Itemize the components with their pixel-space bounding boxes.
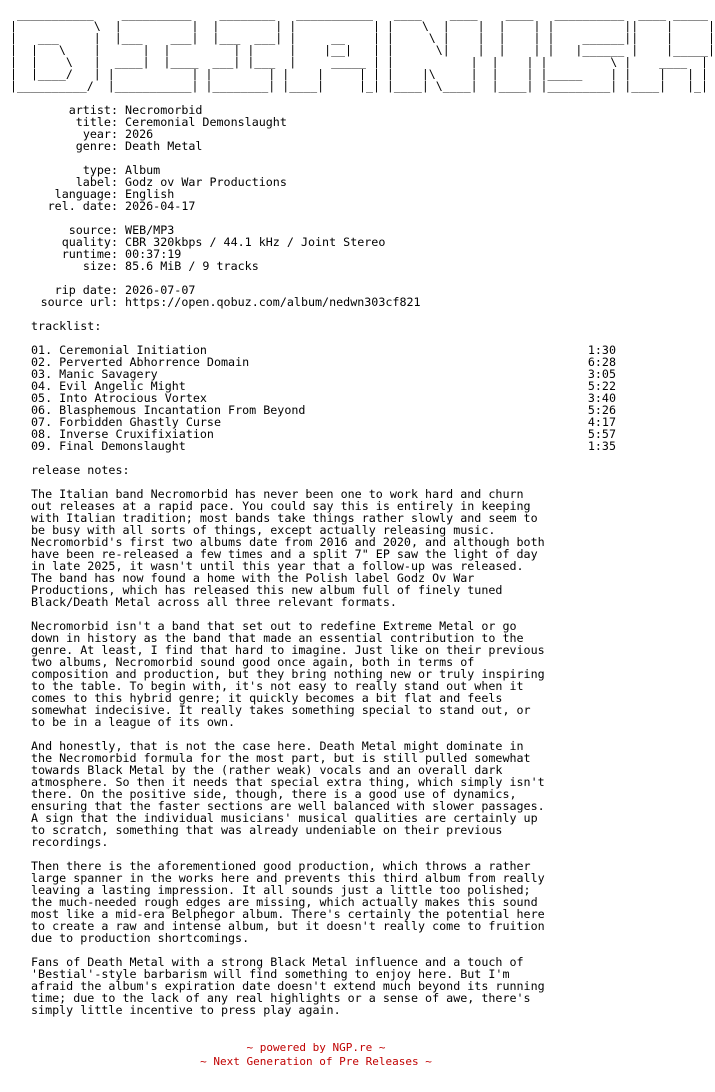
track-number: 02. [31,355,53,369]
track-duration: 4:17 [587,415,616,429]
meta-key: language: [54,187,118,201]
meta-key: quality: [61,235,118,249]
track-number: 05. [31,391,53,405]
track-title: Blasphemous Incantation From Beyond [59,403,306,417]
track-duration: 6:28 [587,355,616,369]
track-duration: 5:57 [587,427,616,441]
source-url-link[interactable]: https://open.qobuz.com/album/nedwn303cf821 [125,295,421,309]
meta-value: WEB/MP3 [125,223,175,237]
meta-key: rip date: [54,283,118,297]
track-number: 07. [31,415,53,429]
meta-block-label [10,164,622,212]
meta-value: 2026 [125,127,154,141]
meta-row-rel-date [10,200,622,212]
track-title: Forbidden Ghastly Curse [59,415,221,429]
meta-key: genre: [75,139,118,153]
meta-value: 2026-07-07 [125,283,196,297]
track-title: Manic Savagery [59,367,158,381]
track-duration: 1:35 [587,439,616,453]
track-duration: 1:30 [587,343,616,357]
notes-paragraph: Then there is the aforementioned good production, which throws a rather large spanner in the works here and prevents this third album from really leaving a lasting impression. It all sounds just a little too polished; the much-needed rough edges are missing, which actually makes this sound most like a mid-era Belphegor album. There's certainly the potential here to create a raw and intense album, but it doesn't really come to fruition due to production shortcomings. [31,859,545,945]
track-number: 01. [31,343,53,357]
meta-value: Death Metal [125,139,203,153]
release-notes-heading: release notes: [31,463,130,477]
track-duration: 5:22 [587,379,616,393]
track-title: Perverted Abhorrence Domain [59,355,250,369]
notes-paragraph: The Italian band Necromorbid has never been one to work hard and churn out releases at a rapid pace. You could say this is entirely in keeping with Italian tradition; most bands take things rather slowly and seem to be busy with all sorts of things, except actually releasing music. Necromorbid's first two albums date from 2016 and 2020, and although both have been re-released a few times and a split 7" EP saw the light of day in late 2025, it wasn't until this year that a follow-up was released. The band has now found a home with the Polish label Godz Ov War Productions, which has released this new album full of finely tuned Black/Death Metal across all three relevant formats. [31,487,545,609]
meta-value: Ceremonial Demonslaught [125,115,287,129]
track-number: 06. [31,403,53,417]
tracklist-heading: tracklist: [31,319,102,333]
notes-paragraph: Fans of Death Metal with a strong Black Metal influence and a touch of 'Bestial'-style barbarism will find something to enjoy here. But I'm afraid the album's expiration date doesn't extend much beyond its running time; due to the lack of any real highlights or a sense of awe, there's simply little incentive to press play again. [31,955,545,1017]
meta-value: 00:37:19 [125,247,182,261]
meta-key: artist: [68,103,118,117]
track-duration: 3:40 [587,391,616,405]
meta-key: year: [82,127,118,141]
track-duration: 3:05 [587,367,616,381]
meta-key: source url: [40,295,118,309]
meta-key: label: [75,175,118,189]
footer-powered-by[interactable]: ~ powered by NGP.re ~ [246,1041,386,1054]
notes-paragraph: Necromorbid isn't a band that set out to redefine Extreme Metal or go down in history as the band that made an essential contribution to the genre. At least, I find that hard to imagine. Just like on their previous two albums, Necromorbid sound good once again, both in terms of composition and production, but they bring nothing new or truly inspiring to the table. To begin with, it's not easy to really stand out when it comes to this hybrid genre; it quickly becomes a bit flat and feels somewhat indecisive. It really takes something special to stand out, or to be in a league of its own. [31,619,545,729]
release-notes [10,488,622,1016]
footer-tagline: ~ Next Generation of Pre Releases ~ [200,1055,432,1068]
meta-row-genre [10,140,622,152]
meta-key: title: [75,115,118,129]
meta-key: source: [68,223,118,237]
notes-paragraph: And honestly, that is not the case here. Death Metal might dominate in the Necromorbid formula for the most part, but is still pulled somewhat towards Black Metal by the (rather weak) vocals and an overall dark atmosphere. So then it needs that special extra thing, which simply isn't there. On the positive side, though, there is a good use of dynamics, ensuring that the faster sections are well balanced with slower passages. A sign that the individual musicians' musical qualities are certainly up to scratch, something that was already undeniable on their previous recordings. [31,739,545,849]
track-title: Ceremonial Initiation [59,343,207,357]
meta-value: Godz ov War Productions [125,175,287,189]
meta-value: 85.6 MiB / 9 tracks [125,259,259,273]
track-number: 04. [31,379,53,393]
track-number: 03. [31,367,53,381]
meta-key: type: [82,163,118,177]
track-duration: 5:26 [587,403,616,417]
track-title: Inverse Cruxifixiation [59,427,214,441]
tracklist [10,344,622,452]
track-row [10,440,616,452]
meta-key: rel. date: [47,199,118,213]
meta-block-rip [10,284,622,308]
meta-row-size [10,260,622,272]
track-title: Final Demonslaught [59,439,186,453]
meta-value: 2026-04-17 [125,199,196,213]
meta-key: runtime: [61,247,118,261]
track-number: 09. [31,439,53,453]
meta-value: Necromorbid [125,103,203,117]
meta-key: size: [82,259,118,273]
nfo-document [10,7,715,1017]
track-title: Evil Angelic Might [59,379,186,393]
meta-value: Album [125,163,161,177]
meta-row-source-url [10,296,622,308]
meta-value: English [125,187,175,201]
meta-block-release [10,104,622,152]
track-title: Into Atrocious Vortex [59,391,207,405]
track-number: 08. [31,427,53,441]
meta-value: CBR 320kbps / 44.1 kHz / Joint Stereo [125,235,386,249]
meta-block-source [10,224,622,272]
ascii-logo: ___________ __________ ________ ___________ ____ ____ ____ __________ ____ _____ | \ | | | | | | | \ | | | | | || | | | ___ | |___ ___| |___ ___| | __ | | \ | | | | | ______|| | | | | \ | | | | | | |__| | | \| | | | | |______ | |_____| | | \ | ____| |____ ___| |___ | _____ | | | | | | \ | ____ | | |____/ | | | | | | | | | | |\ | | | |_____ | | | | | |__________/ |___________| |________| |____| |_| |____| \____| |____| |_________| |____| |_| [10,7,715,93]
